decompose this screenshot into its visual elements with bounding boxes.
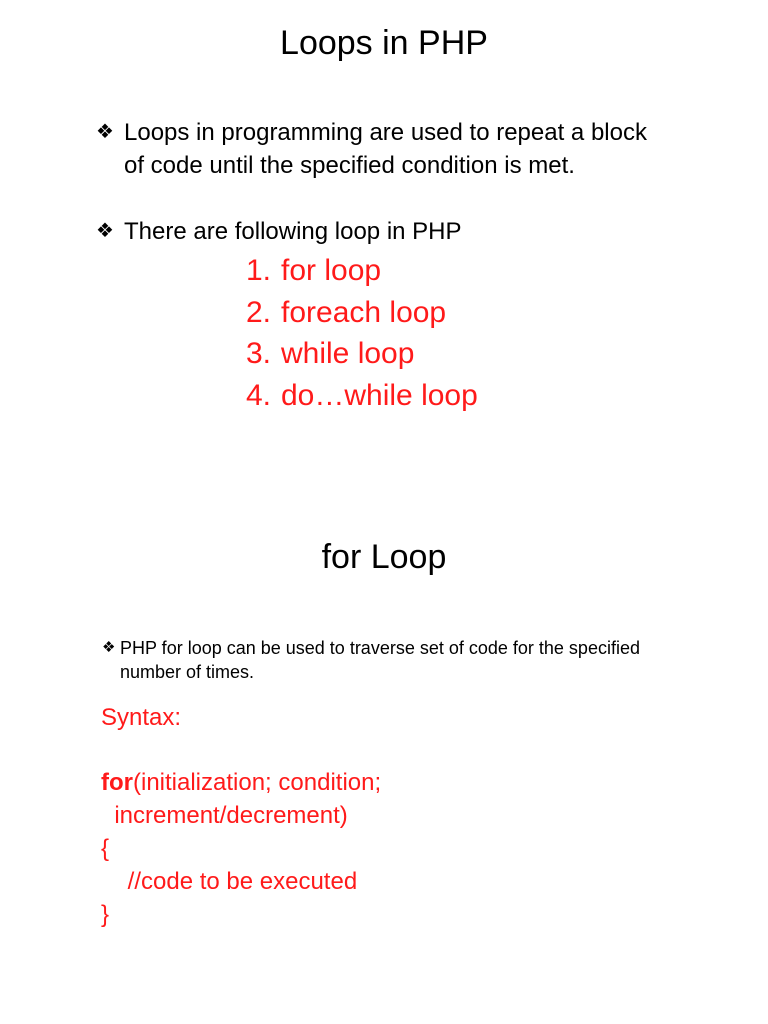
- code-block: [101, 766, 381, 931]
- section-title: for Loop: [321, 538, 447, 576]
- bullet-item: [102, 636, 662, 684]
- list-label: while loop: [281, 337, 415, 370]
- list-item: [246, 333, 478, 375]
- bullet-item: [96, 116, 666, 182]
- list-item: [246, 375, 478, 417]
- list-item: [246, 250, 478, 292]
- list-number: 2.: [246, 295, 272, 329]
- syntax-label: Syntax:: [101, 704, 182, 731]
- list-label: do…while loop: [281, 378, 478, 412]
- loop-types-list: [246, 250, 478, 416]
- list-label: foreach loop: [281, 295, 447, 329]
- diamond-bullet-icon: ❖: [102, 639, 116, 656]
- bullet-text: There are following loop in PHP: [124, 218, 462, 245]
- list-number: 1.: [246, 254, 272, 287]
- diamond-bullet-icon: ❖: [96, 121, 114, 143]
- code-line: }: [101, 901, 110, 928]
- diamond-bullet-icon: ❖: [96, 220, 114, 242]
- code-line: (initialization; condition;: [133, 769, 382, 796]
- code-line: increment/decrement): [101, 802, 348, 829]
- list-item: [246, 292, 478, 334]
- bullet-text: PHP for loop can be used to traverse set of code for the specified number of times.: [120, 638, 640, 682]
- bullet-text: Loops in programming are used to repeat a block of code until the specified condition is met.: [124, 119, 647, 179]
- list-number: 4.: [246, 378, 272, 412]
- bullet-item: [96, 215, 666, 248]
- code-keyword: for: [101, 769, 133, 796]
- code-line: {: [101, 835, 110, 862]
- list-number: 3.: [246, 337, 272, 370]
- list-label: for loop: [281, 254, 382, 287]
- code-line: //code to be executed: [101, 868, 358, 895]
- page-title: Loops in PHP: [280, 24, 488, 62]
